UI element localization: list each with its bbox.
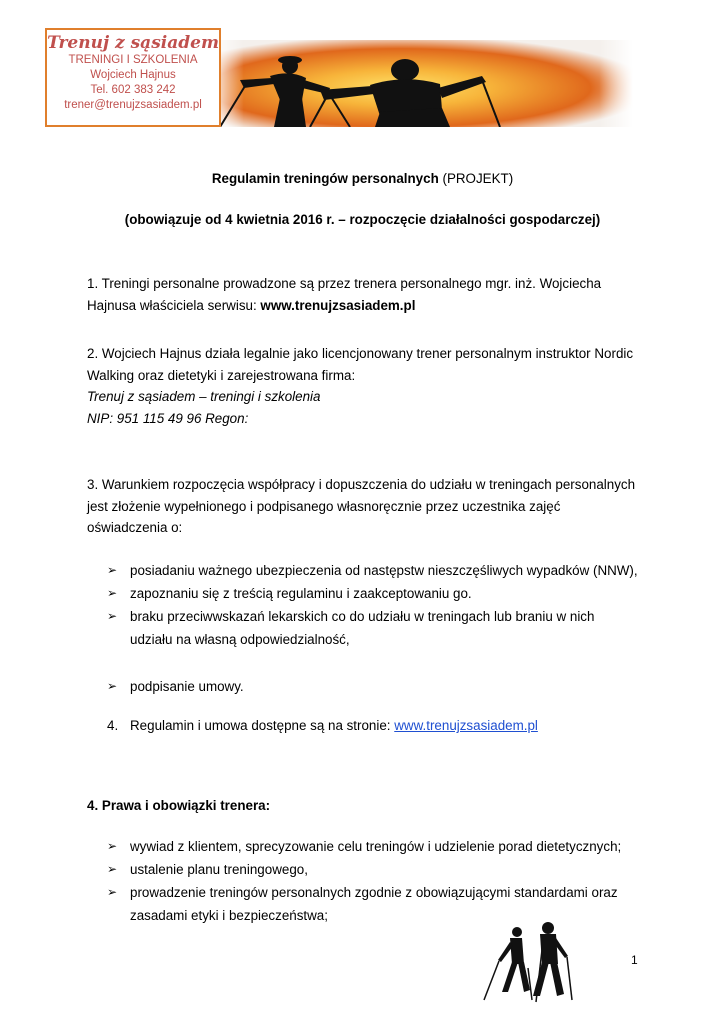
list-item-continuation: udziału na własną odpowiedzialność, bbox=[130, 632, 350, 647]
page-number: 1 bbox=[631, 953, 638, 967]
list-item: braku przeciwwskazań lekarskich co do udziału w treningach lub braniu w nich bbox=[130, 609, 595, 624]
section3-line2: jest złożenie wypełnionego i podpisanego własnoręcznie przez uczestnika zajęć bbox=[87, 499, 561, 514]
document-title bbox=[0, 168, 725, 189]
list-item-continuation: zasadami etyki i bezpieczeństwa; bbox=[130, 908, 328, 923]
nordic-walkers-silhouette-icon bbox=[472, 920, 582, 1004]
list-item: posiadaniu ważnego ubezpieczenia od następstw nieszczęśliwych wypadków (NNW), bbox=[130, 563, 638, 578]
item4-number: 4. bbox=[107, 718, 119, 733]
section1-line1: 1. Treningi personalne prowadzone są przez trenera personalnego mgr. inż. Wojciecha bbox=[87, 276, 602, 291]
contact-box bbox=[45, 28, 221, 127]
title-bold: Regulamin treningów personalnych bbox=[211, 171, 439, 186]
section3-line1: 3. Warunkiem rozpoczęcia współpracy i dopuszczenia do udziału w treningach personalnych bbox=[87, 477, 636, 492]
brand-title: Trenuj z sąsiadem bbox=[47, 33, 219, 53]
website-bold: www.trenujzsasiadem.pl bbox=[260, 298, 416, 313]
section3-line3: oświadczenia o: bbox=[87, 520, 183, 535]
bullet-arrow-icon: ➢ bbox=[107, 839, 118, 853]
contact-email: trener@trenujzsasiadem.pl bbox=[64, 99, 202, 111]
list-item: wywiad z klientem, sprecyzowanie celu treningów i udzielenie porad dietetycznych; bbox=[130, 839, 622, 854]
bullet-arrow-icon: ➢ bbox=[107, 563, 118, 577]
list-item: zapoznaniu się z treścią regulaminu i zaakceptowaniu go. bbox=[130, 586, 472, 601]
contact-person: Wojciech Hajnus bbox=[90, 69, 176, 81]
bullet-arrow-icon: ➢ bbox=[107, 586, 118, 600]
list-item: ustalenie planu treningowego, bbox=[130, 862, 308, 877]
section4-heading: 4. Prawa i obowiązki trenera: bbox=[87, 798, 271, 813]
section2-line1: 2. Wojciech Hajnus działa legalnie jako licencjonowany trener personalnym instruktor Nordic bbox=[87, 346, 634, 361]
item4-text bbox=[130, 715, 538, 736]
brand-subtitle: TRENINGI I SZKOLENIA bbox=[68, 54, 198, 66]
bullet-arrow-icon: ➢ bbox=[107, 885, 118, 899]
section2-line2: Walking oraz dietetyki i zarejestrowana firma: bbox=[87, 368, 356, 383]
list-item: prowadzenie treningów personalnych zgodnie z obowiązującymi standardami oraz bbox=[130, 885, 618, 900]
document-subtitle: (obowiązuje od 4 kwietnia 2016 r. – rozpoczęcie działalności gospodarczej) bbox=[124, 212, 601, 227]
bullet-arrow-icon: ➢ bbox=[107, 609, 118, 623]
item4-label: Regulamin i umowa dostępne są na stronie: bbox=[130, 718, 395, 733]
company-name: Trenuj z sąsiadem – treningi i szkolenia bbox=[87, 389, 321, 404]
nordic-walking-sunset-icon bbox=[210, 40, 633, 127]
website-link[interactable]: www.trenujzsasiadem.pl bbox=[394, 718, 538, 733]
section1-line2-text: Hajnusa właściciela serwisu: bbox=[87, 298, 261, 313]
list-item: podpisanie umowy. bbox=[130, 679, 244, 694]
company-nip: NIP: 951 115 49 96 Regon: bbox=[87, 411, 249, 426]
title-rest: (PROJEKT) bbox=[438, 171, 514, 186]
contact-phone: Tel. 602 383 242 bbox=[90, 84, 176, 96]
bullet-arrow-icon: ➢ bbox=[107, 862, 118, 876]
section1-line2 bbox=[87, 295, 415, 316]
bullet-arrow-icon: ➢ bbox=[107, 679, 118, 693]
